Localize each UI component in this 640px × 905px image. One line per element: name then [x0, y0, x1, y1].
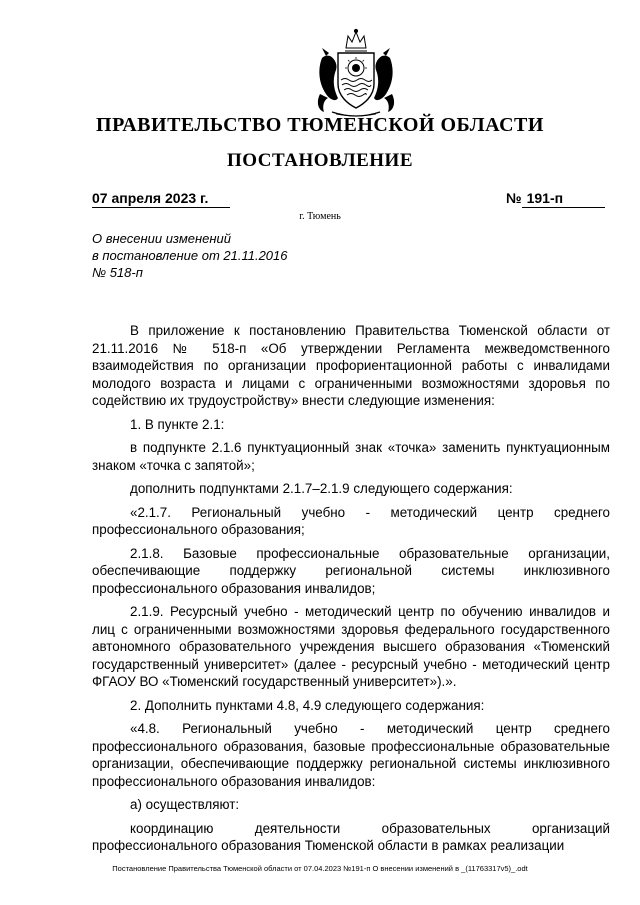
body-paragraph: дополнить подпунктами 2.1.7–2.1.9 следующего содержания: — [130, 481, 513, 496]
body-paragraph: а) осуществляют: — [130, 797, 240, 812]
coat-of-arms-emblem — [312, 28, 400, 120]
document-date: 07 апреля 2023 г. — [92, 190, 230, 208]
body-paragraph: 2.1.9. Ресурсный учебно - методический центр по обучению инвалидов и лиц с ограниченными возможностями здоровья федерального государственного автономного образовательного учреждения высшего образования «Тюменский государственный университет» (далее - ресурсный учебно - методический центр ФГАОУ ВО «Тюменский государственный университет»).». — [92, 604, 610, 689]
subject-line: в постановление от 21.11.2016 — [92, 248, 288, 263]
body-paragraph: «4.8. Региональный учебно - методический центр среднего профессионального образования, базовые профессиональные образовательные организации, обеспечивающие поддержку региональной системы инклюзивного профессионального образования инвалидов: — [92, 721, 610, 789]
subject-line: № 518-п — [92, 265, 143, 280]
body-paragraph: в подпункте 2.1.6 пунктуационный знак «точка» заменить пунктуационным знаком «точка с запятой»; — [92, 440, 610, 473]
organization-title: ПРАВИТЕЛЬСТВО ТЮМЕНСКОЙ ОБЛАСТИ — [96, 114, 544, 136]
document-body — [92, 322, 610, 861]
subject-line: О внесении изменений — [92, 231, 231, 246]
body-paragraph: 2. Дополнить пунктами 4.8, 4.9 следующего содержания: — [130, 697, 485, 713]
number-sign: № — [506, 190, 522, 206]
city-label: г. Тюмень — [299, 211, 341, 222]
body-paragraph: «2.1.7. Региональный учебно - методический центр среднего профессионального образования; — [92, 504, 610, 537]
document-type-title: ПОСТАНОВЛЕНИЕ — [226, 150, 414, 171]
body-paragraph: 1. В пункте 2.1: — [130, 416, 225, 432]
document-number: 191-п — [522, 190, 605, 208]
document-subject — [92, 230, 392, 281]
body-paragraph: В приложение к постановлению Правительства Тюменской области от 21.11.2016 № 518-п «Об утверждении Регламента межведомственного взаимодействия по организации профориентационной работы с инвалидами молодого возраста и лицами с ограниченными возможностями здоровья по содействию их трудоустройству» внести следующие изменения: — [92, 323, 610, 408]
body-paragraph: координацию деятельности образовательных организаций профессионального образования Тюменской области в рамках реализации — [92, 820, 610, 853]
body-paragraph: 2.1.8. Базовые профессиональные образовательные организации, обеспечивающие поддержку региональной системы инклюзивного профессионального образования инвалидов; — [92, 545, 610, 596]
page-footer: Постановление Правительства Тюменской области от 07.04.2023 №191-п О внесении изменений в _(11763317v5)_.odt — [112, 864, 528, 873]
document-number-block — [506, 190, 605, 208]
